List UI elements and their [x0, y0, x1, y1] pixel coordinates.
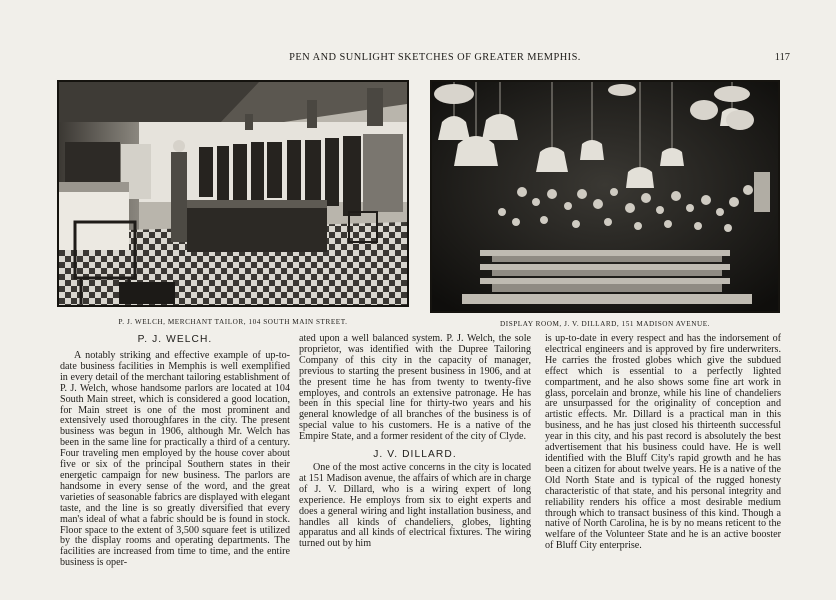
article-welch-column-1 — [60, 351, 290, 569]
article-dillard-column-2 — [299, 463, 531, 550]
photo-welch-tailor-shop — [57, 80, 409, 307]
welch-paragraph-continued: ated upon a well balanced system. P. J. Welch, the sole proprietor, was identified with the Dupree Tailoring Company of this city in the capacity of manager, previous to starting the present business in 1906, and at the present time he has from twenty to twenty-five employes, and controls an extensive patronage. He has been in this special line for thirty-two years and his general knowledge of all branches of the business is of special value to his customers. He is a native of the Empire State, and a former resident of the city of Clyde. — [299, 333, 531, 443]
running-head — [0, 52, 836, 66]
welch-paragraph: A notably striking and effective example of up-to-date business facilities in Memphis is well exemplified in every detail of the merchant tailoring establishment of P. J. Welch, whose handsome parlors are located at 104 South Main street, which is considered a good location, for Main street is one of the most prominent and extensively used thoroughfares in the city. The present business was begun in 1906, although Mr. Welch has been in the same line for practically a third of a century. Four traveling men employed by the house cover about five or six of the principal Southern states in their energetic campaign for new business. The parlors are handsome in every sense of the word, and the great varieties of seasonable fabrics are displayed with elegant taste, and the line is so greatly diversified that every man's ideal of what a fabric should be is found in stock. Floor space to the extent of 3,500 square feet is utilized by the display rooms and operating departments. The facilities are increased from time to time, and the entire business is oper- — [60, 350, 290, 569]
caption-left-photo: P. J. WELCH, MERCHANT TAILOR, 104 SOUTH MAIN STREET. — [118, 318, 348, 326]
article-dillard-column-3 — [545, 334, 781, 552]
dillard-paragraph: One of the most active concerns in the city is located at 151 Madison avenue, the affairs of which are in charge of J. V. Dillard, who is a wiring expert of long experience. He employs from six to eight experts and does a general wiring and light installation business, and handles all kinds of chandeliers, globes, lighting apparatus and all kinds of electrical fixtures. The wiring turned out by him — [299, 462, 531, 550]
photo-dillard-display-room — [430, 80, 780, 313]
page-number: 117 — [774, 52, 790, 63]
heading-dillard: J. V. DILLARD. — [373, 449, 457, 460]
heading-welch: P. J. WELCH. — [137, 334, 213, 345]
article-welch-column-2 — [299, 334, 531, 443]
running-title: PEN AND SUNLIGHT SKETCHES OF GREATER MEMPHIS. — [289, 52, 581, 63]
dillard-paragraph-continued: is up-to-date in every respect and has the indorsement of electrical engineers and is approved by fire underwriters. He carries the frosted globes which give the subdued effect which is essential to a perfectly lighted compartment, and he also shows some fine art work in glass, porcelain and bronze, while his line of chandeliers are unsurpassed for the originality of conception and artistic effects. Mr. Dillard is a practical man in this business, and he has just closed his thirteenth successful year in this city, and his past record is absolutely the best advertisement that his business could have. He is well identified with the Bluff City's rapid growth and he has been a citizen for about twelve years. He is a native of the Old North State and is typical of the rugged honesty characteristic of that state, and his personal integrity and reliability renders his office a most desirable medium through which to transact business of this kind. Though a native of North Carolina, he is by no means reticent to the welfare of the Volunteer State and he is an active booster of Bluff City enterprise. — [545, 333, 781, 552]
caption-right-photo: DISPLAY ROOM, J. V. DILLARD, 151 MADISON AVENUE. — [500, 320, 710, 328]
